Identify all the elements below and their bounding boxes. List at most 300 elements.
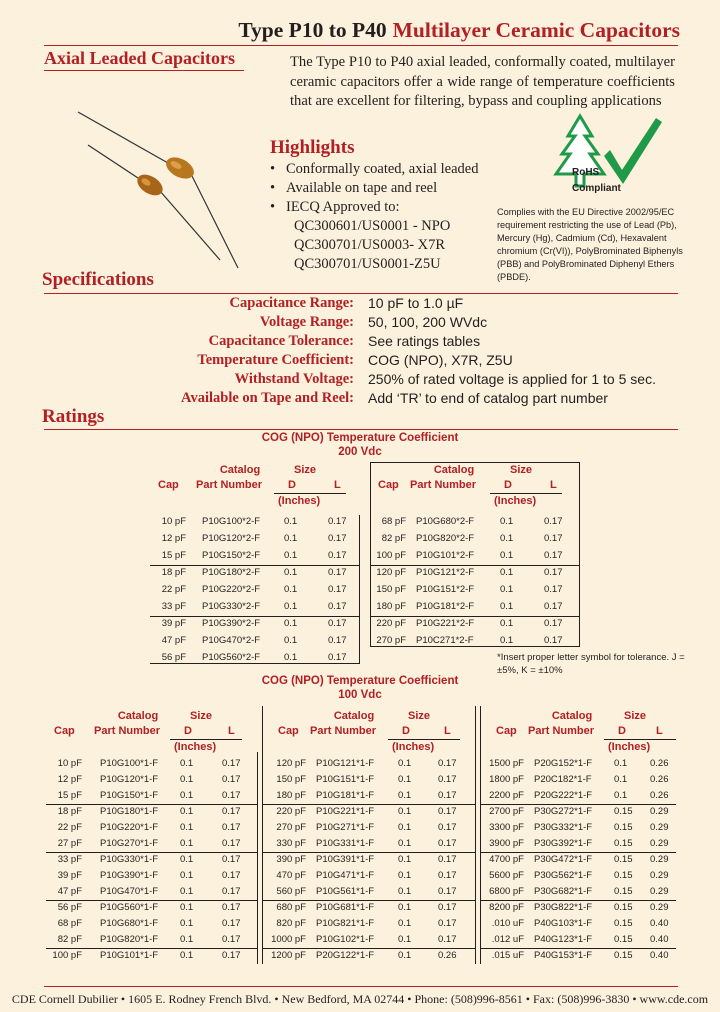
spec-label: Temperature Coefficient: [197, 352, 354, 368]
size-l: 0.17 [438, 870, 457, 881]
cap-value: 180 pF [276, 790, 306, 801]
axial-rule [44, 70, 244, 71]
cap-value: 150 pF [276, 774, 306, 785]
size-d: 0.1 [180, 790, 194, 801]
cap-value: 47 pF [57, 886, 82, 897]
cap-value: 390 pF [276, 854, 306, 865]
part-number: P10G391*1-F [316, 854, 375, 865]
size-l: 0.17 [544, 533, 563, 544]
part-number: P10G221*2-F [416, 618, 475, 629]
size-l: 0.17 [544, 516, 563, 527]
header-d: D [184, 725, 192, 737]
size-l: 0.29 [650, 854, 669, 865]
table2-col3 [480, 706, 676, 964]
header-d: D [288, 479, 296, 491]
part-number: P10G470*2-F [202, 635, 261, 646]
size-d: 0.1 [180, 934, 194, 945]
spec-label: Voltage Range: [259, 314, 354, 330]
cap-value: 12 pF [57, 774, 82, 785]
part-number: P20G222*1-F [534, 790, 593, 801]
cap-value: 82 pF [57, 934, 82, 945]
header-size: Size [624, 710, 647, 722]
part-number: P30G332*1-F [534, 822, 593, 833]
size-l: 0.29 [650, 870, 669, 881]
part-number: P30G272*1-F [534, 806, 593, 817]
part-number: P10G680*1-F [100, 918, 159, 929]
part-number: P30G822*1-F [534, 902, 593, 913]
spec-value: Add ‘TR’ to end of catalog part number [368, 390, 608, 406]
header-cap: Cap [278, 725, 299, 737]
size-d: 0.15 [614, 806, 633, 817]
cap-value: 1000 pF [271, 934, 306, 945]
capacitor-body [134, 170, 167, 199]
spec-value: See ratings tables [368, 333, 481, 349]
rohs-badge [552, 112, 672, 202]
size-d: 0.1 [398, 886, 412, 897]
size-l: 0.29 [650, 886, 669, 897]
cap-value: 10 pF [161, 516, 186, 527]
spec-row [0, 295, 720, 315]
specs-rule [44, 293, 678, 294]
size-l: 0.17 [328, 516, 347, 527]
size-l: 0.17 [438, 822, 457, 833]
list-item: • Available on tape and reel [270, 180, 438, 196]
size-l: 0.17 [328, 652, 347, 663]
size-d: 0.1 [398, 950, 412, 961]
size-l: 0.40 [650, 950, 669, 961]
part-number: P20C182*1-F [534, 774, 592, 785]
cap-value: 15 pF [161, 550, 186, 561]
part-number: P10G820*2-F [416, 533, 475, 544]
part-number: P10G100*2-F [202, 516, 261, 527]
cap-value: 22 pF [161, 584, 186, 595]
part-number: P10G101*1-F [100, 950, 159, 961]
size-d: 0.1 [284, 567, 298, 578]
size-l: 0.17 [438, 902, 457, 913]
cap-value: 470 pF [276, 870, 306, 881]
header-l: L [656, 725, 663, 737]
size-l: 0.17 [222, 822, 241, 833]
size-d: 0.1 [500, 618, 514, 629]
size-d: 0.1 [180, 886, 194, 897]
part-number: P10G151*1-F [316, 774, 375, 785]
part-number: P10C271*2-F [416, 635, 474, 646]
spec-value: 50, 100, 200 WVdc [368, 314, 488, 330]
part-number: P10G560*2-F [202, 652, 261, 663]
cap-value: 22 pF [57, 822, 82, 833]
group-divider [150, 616, 360, 617]
approval-item: QC300701/US0001-Z5U [294, 256, 441, 272]
header-part-number: Part Number [410, 479, 477, 491]
size-l: 0.17 [222, 934, 241, 945]
size-l: 0.17 [544, 550, 563, 561]
size-l: 0.40 [650, 934, 669, 945]
header-l: L [444, 725, 451, 737]
part-number: P10G181*1-F [316, 790, 375, 801]
part-number: P10G150*1-F [100, 790, 159, 801]
checkmark-icon [604, 118, 662, 184]
header-size: Size [510, 464, 533, 476]
part-number: P10G470*1-F [100, 886, 159, 897]
part-number: P10G121*1-F [316, 758, 375, 769]
header-inches: (Inches) [174, 741, 217, 753]
size-d: 0.1 [500, 533, 514, 544]
section-heading-axial: Axial Leaded Capacitors [44, 48, 235, 68]
cap-value: 10 pF [57, 758, 82, 769]
header-d: D [504, 479, 512, 491]
size-d: 0.1 [398, 790, 412, 801]
cap-value: 2200 pF [489, 790, 524, 801]
spec-row [0, 333, 720, 353]
size-d: 0.1 [398, 934, 412, 945]
table1-right [370, 462, 580, 647]
size-l: 0.17 [222, 918, 241, 929]
part-number: P40G103*1-F [534, 918, 593, 929]
part-number: P10G101*2-F [416, 550, 475, 561]
size-l: 0.17 [222, 950, 241, 961]
table2-col2 [262, 706, 476, 964]
size-l: 0.17 [328, 550, 347, 561]
header-d: D [618, 725, 626, 737]
cap-value: 39 pF [57, 870, 82, 881]
header-cap: Cap [496, 725, 517, 737]
size-d: 0.15 [614, 886, 633, 897]
cap-value: 270 pF [376, 635, 406, 646]
size-l: 0.17 [328, 635, 347, 646]
part-number: P10G220*2-F [202, 584, 261, 595]
header-d: D [402, 725, 410, 737]
highlights-heading: Highlights [270, 137, 355, 158]
group-divider [480, 804, 676, 805]
cap-value: 18 pF [161, 567, 186, 578]
size-d: 0.1 [500, 635, 514, 646]
size-l: 0.17 [544, 567, 563, 578]
cap-value: 18 pF [57, 806, 82, 817]
title-type: Type P10 to P40 [238, 18, 387, 42]
header-catalog: Catalog [333, 710, 375, 722]
size-d: 0.1 [284, 618, 298, 629]
size-d: 0.1 [180, 774, 194, 785]
part-number: P10G681*1-F [316, 902, 375, 913]
part-number: P30G392*1-F [534, 838, 593, 849]
table1-left [150, 462, 360, 664]
page-title [0, 18, 680, 43]
part-number: P10G820*1-F [100, 934, 159, 945]
header-catalog: Catalog [117, 710, 159, 722]
header-cap: Cap [54, 725, 75, 737]
part-number: P10G120*2-F [202, 533, 261, 544]
cap-value: 12 pF [161, 533, 186, 544]
group-divider [370, 565, 580, 566]
size-l: 0.17 [328, 567, 347, 578]
cap-value: 330 pF [276, 838, 306, 849]
cap-value: 2700 pF [489, 806, 524, 817]
size-d: 0.1 [284, 533, 298, 544]
cap-value: 6800 pF [489, 886, 524, 897]
size-header-rule [274, 493, 346, 494]
cap-value: 5600 pF [489, 870, 524, 881]
size-d: 0.1 [398, 902, 412, 913]
part-number: P10G561*1-F [316, 886, 375, 897]
header-size: Size [408, 710, 431, 722]
part-number: P10G100*1-F [100, 758, 159, 769]
cap-value: 100 pF [52, 950, 82, 961]
cap-value: 120 pF [376, 567, 406, 578]
ratings-rule [44, 429, 678, 430]
size-d: 0.1 [398, 822, 412, 833]
spec-row [0, 352, 720, 372]
capacitor-illustration [70, 90, 250, 270]
lead-wire [78, 112, 168, 163]
size-d: 0.1 [614, 758, 628, 769]
spec-label: Capacitance Tolerance: [208, 333, 354, 349]
size-l: 0.17 [438, 934, 457, 945]
size-d: 0.1 [398, 758, 412, 769]
cap-value: .015 uF [491, 950, 524, 961]
cap-value: 150 pF [376, 584, 406, 595]
part-number: P10G560*1-F [100, 902, 159, 913]
size-d: 0.1 [398, 838, 412, 849]
size-d: 0.1 [180, 870, 194, 881]
size-l: 0.17 [438, 790, 457, 801]
cap-value: 220 pF [376, 618, 406, 629]
size-d: 0.1 [398, 806, 412, 817]
rohs-description: Complies with the EU Directive 2002/95/EC requirement restricting the use of Lead (Pb), Mercury (Hg), Cadmium (Cd), Hexavalent chromium (Cr(VI)), PolyBrominated Biphenyls (PBB) and PolyBrominated Diphenyl Ethers (PBDE). [497, 207, 683, 282]
cap-value: 680 pF [276, 902, 306, 913]
part-number: P20G152*1-F [534, 758, 593, 769]
cap-value: .012 uF [491, 934, 524, 945]
size-d: 0.1 [284, 550, 298, 561]
header-inches: (Inches) [494, 495, 537, 507]
size-d: 0.1 [180, 918, 194, 929]
size-header-rule [170, 739, 242, 740]
intro-paragraph: The Type P10 to P40 axial leaded, conformally coated, multilayer ceramic capacitors offer a wide range of temperature coefficients that are excellent for filtering, bypass and coupling applications [290, 54, 675, 109]
header-l: L [550, 479, 557, 491]
group-divider [480, 852, 676, 853]
size-d: 0.15 [614, 950, 633, 961]
part-number: P40G123*1-F [534, 934, 593, 945]
part-number: P10G220*1-F [100, 822, 159, 833]
size-d: 0.1 [500, 516, 514, 527]
part-number: P30G682*1-F [534, 886, 593, 897]
cap-value: 560 pF [276, 886, 306, 897]
section-heading-specifications: Specifications [42, 269, 154, 290]
size-d: 0.1 [180, 822, 194, 833]
size-d: 0.1 [180, 806, 194, 817]
header-l: L [334, 479, 341, 491]
part-number: P10G330*2-F [202, 601, 261, 612]
size-l: 0.29 [650, 806, 669, 817]
header-l: L [228, 725, 235, 737]
size-d: 0.1 [500, 567, 514, 578]
spec-label: Available on Tape and Reel: [181, 390, 354, 406]
cap-value: 8200 pF [489, 902, 524, 913]
part-number: P10G102*1-F [316, 934, 375, 945]
part-number: P10G471*1-F [316, 870, 375, 881]
size-d: 0.15 [614, 822, 633, 833]
part-number: P30G562*1-F [534, 870, 593, 881]
part-number: P20G122*1-F [316, 950, 375, 961]
size-l: 0.17 [544, 584, 563, 595]
rohs-label: RoHS [572, 167, 600, 178]
size-l: 0.17 [328, 533, 347, 544]
part-number: P10G390*1-F [100, 870, 159, 881]
spec-value: 10 pF to 1.0 µF [368, 295, 464, 311]
list-item: • IECQ Approved to: [270, 199, 400, 215]
part-number: P10G120*1-F [100, 774, 159, 785]
header-inches: (Inches) [278, 495, 321, 507]
cap-value: 33 pF [161, 601, 186, 612]
cap-value: 220 pF [276, 806, 306, 817]
size-d: 0.15 [614, 934, 633, 945]
highlights-list [270, 160, 478, 274]
part-number: P10G390*2-F [202, 618, 261, 629]
spec-row [0, 314, 720, 334]
section-heading-ratings: Ratings [42, 406, 105, 427]
group-divider [262, 852, 476, 853]
part-number: P10G680*2-F [416, 516, 475, 527]
part-number: P10G271*1-F [316, 822, 375, 833]
part-number: P10G150*2-F [202, 550, 261, 561]
size-d: 0.1 [398, 774, 412, 785]
group-divider [262, 900, 476, 901]
size-d: 0.1 [398, 918, 412, 929]
approval-item: QC300701/US0003- X7R [294, 237, 446, 253]
size-d: 0.15 [614, 918, 633, 929]
size-l: 0.17 [328, 584, 347, 595]
part-number: P10G121*2-F [416, 567, 475, 578]
table2-title: COG (NPO) Temperature Coefficient 100 Vdc [261, 675, 459, 701]
size-d: 0.1 [284, 635, 298, 646]
cap-value: 820 pF [276, 918, 306, 929]
size-d: 0.1 [180, 838, 194, 849]
cap-value: 27 pF [57, 838, 82, 849]
cap-value: 56 pF [57, 902, 82, 913]
size-l: 0.17 [222, 870, 241, 881]
size-l: 0.17 [222, 854, 241, 865]
part-number: P10G181*2-F [416, 601, 475, 612]
list-item: • Conformally coated, axial leaded [270, 161, 479, 177]
header-part-number: Part Number [310, 725, 377, 737]
size-l: 0.17 [438, 758, 457, 769]
cap-value: 180 pF [376, 601, 406, 612]
size-l: 0.17 [222, 806, 241, 817]
size-d: 0.1 [398, 854, 412, 865]
cap-value: .010 uF [491, 918, 524, 929]
part-number: P10G330*1-F [100, 854, 159, 865]
part-number: P10G270*1-F [100, 838, 159, 849]
size-l: 0.29 [650, 902, 669, 913]
size-d: 0.1 [180, 758, 194, 769]
group-divider [150, 565, 360, 566]
size-d: 0.1 [180, 950, 194, 961]
cap-value: 15 pF [57, 790, 82, 801]
size-d: 0.1 [614, 774, 628, 785]
size-d: 0.1 [180, 854, 194, 865]
header-inches: (Inches) [608, 741, 651, 753]
header-cap: Cap [378, 479, 399, 491]
cap-value: 3900 pF [489, 838, 524, 849]
size-l: 0.26 [650, 774, 669, 785]
group-divider [262, 804, 476, 805]
cap-value: 1800 pF [489, 774, 524, 785]
size-l: 0.17 [222, 838, 241, 849]
size-d: 0.15 [614, 902, 633, 913]
size-d: 0.1 [500, 601, 514, 612]
part-number: P10G151*2-F [416, 584, 475, 595]
cap-value: 1500 pF [489, 758, 524, 769]
rohs-compliant-label: Compliant [572, 183, 621, 194]
cap-value: 68 pF [381, 516, 406, 527]
cap-value: 33 pF [57, 854, 82, 865]
size-l: 0.17 [438, 774, 457, 785]
cap-value: 56 pF [161, 652, 186, 663]
size-d: 0.1 [500, 550, 514, 561]
size-l: 0.17 [222, 790, 241, 801]
spec-label: Capacitance Range: [229, 295, 354, 311]
size-d: 0.1 [284, 652, 298, 663]
cap-value: 1200 pF [271, 950, 306, 961]
size-l: 0.17 [222, 902, 241, 913]
size-d: 0.1 [180, 902, 194, 913]
lead-wire [88, 145, 138, 178]
spec-label: Withstand Voltage: [234, 371, 354, 387]
cap-value: 39 pF [161, 618, 186, 629]
size-d: 0.1 [398, 870, 412, 881]
cap-value: 270 pF [276, 822, 306, 833]
table2-col1 [46, 706, 258, 964]
group-divider [480, 900, 676, 901]
header-size: Size [294, 464, 317, 476]
group-divider [46, 900, 258, 901]
size-l: 0.17 [222, 886, 241, 897]
header-catalog: Catalog [219, 464, 261, 476]
header-catalog: Catalog [433, 464, 475, 476]
spec-row [0, 371, 720, 391]
size-l: 0.17 [438, 854, 457, 865]
size-d: 0.1 [284, 584, 298, 595]
size-d: 0.1 [284, 516, 298, 527]
size-d: 0.15 [614, 854, 633, 865]
part-number: P10G331*1-F [316, 838, 375, 849]
approval-item: QC300601/US0001 - NPO [294, 218, 451, 234]
part-number: P40G153*1-F [534, 950, 593, 961]
size-l: 0.26 [650, 758, 669, 769]
footer-contact: CDE Cornell Dubilier • 1605 E. Rodney French Blvd. • New Bedford, MA 02744 • Phone: (508)996-8561 • Fax: (508)996-3830 • www.cde.com [11, 992, 709, 1006]
size-l: 0.17 [544, 618, 563, 629]
size-l: 0.17 [438, 838, 457, 849]
part-number: P30G472*1-F [534, 854, 593, 865]
header-rule [44, 45, 678, 46]
size-l: 0.29 [650, 822, 669, 833]
size-l: 0.17 [222, 774, 241, 785]
header-catalog: Catalog [551, 710, 593, 722]
size-l: 0.26 [438, 950, 457, 961]
cap-value: 100 pF [376, 550, 406, 561]
size-d: 0.1 [614, 790, 628, 801]
title-product: Multilayer Ceramic Capacitors [392, 18, 680, 42]
part-number: P10G180*2-F [202, 567, 261, 578]
size-l: 0.17 [328, 601, 347, 612]
cap-value: 68 pF [57, 918, 82, 929]
size-d: 0.15 [614, 870, 633, 881]
header-inches: (Inches) [392, 741, 435, 753]
size-l: 0.40 [650, 918, 669, 929]
size-d: 0.1 [284, 601, 298, 612]
size-d: 0.1 [500, 584, 514, 595]
size-l: 0.17 [544, 635, 563, 646]
size-l: 0.17 [438, 918, 457, 929]
